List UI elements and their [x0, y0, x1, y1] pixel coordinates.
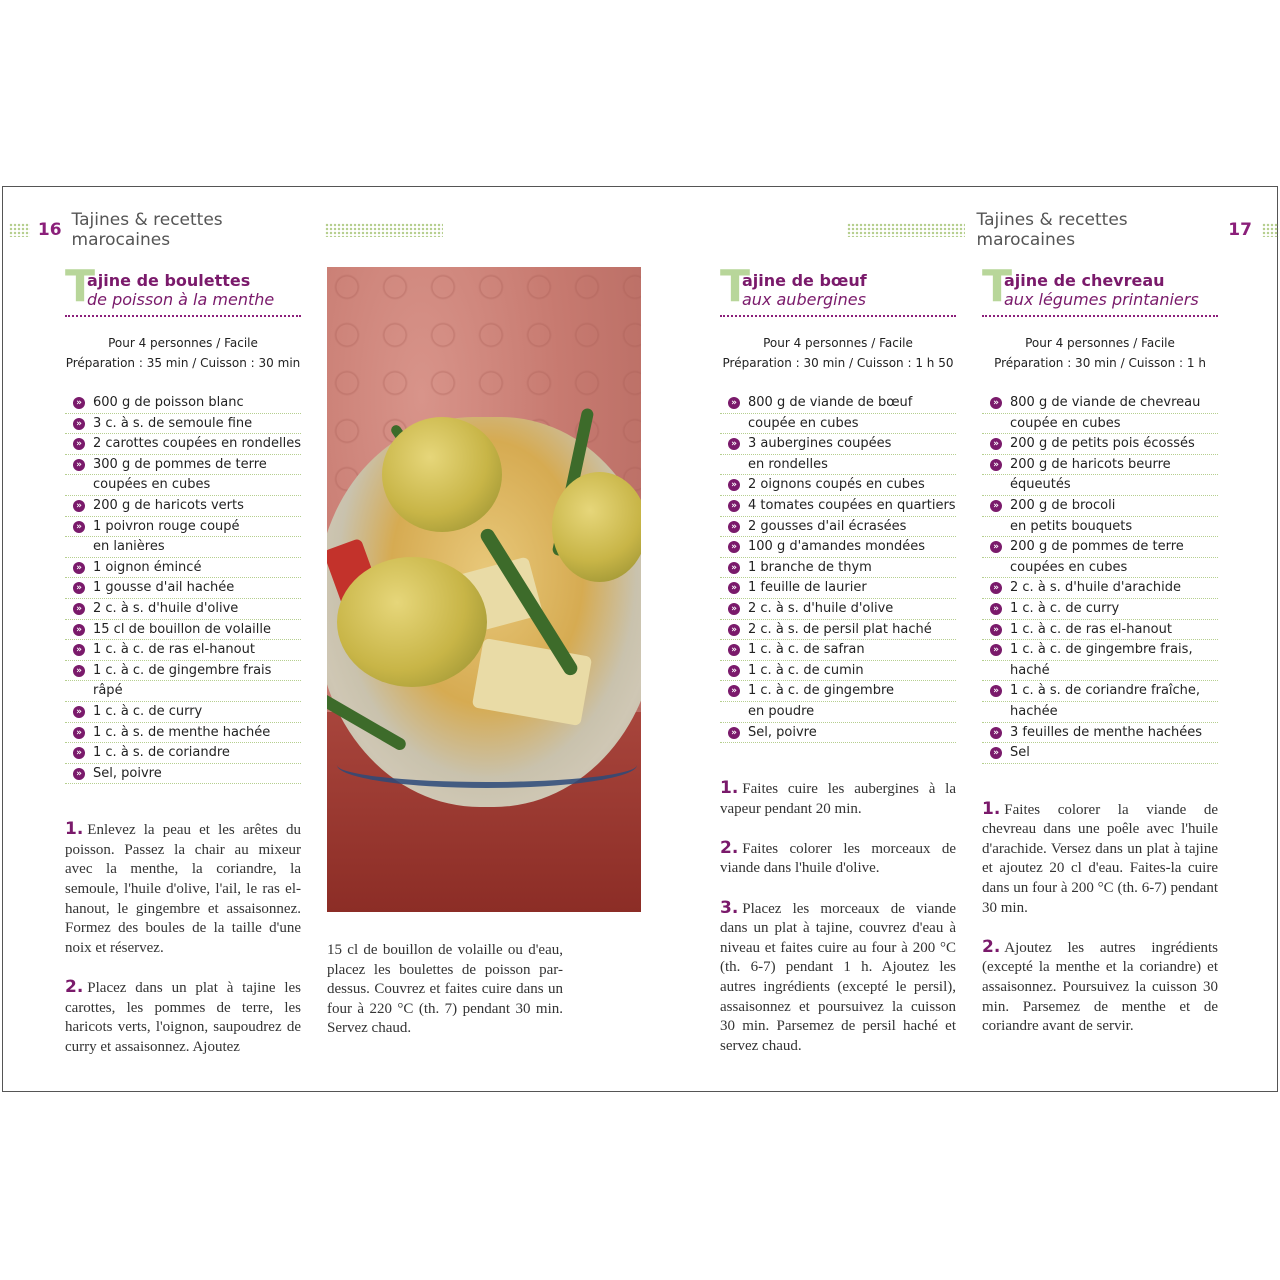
- ingredient-item: [982, 702, 1218, 723]
- servings: Pour 4 personnes / Facile: [763, 336, 913, 350]
- ingredient-item: [65, 599, 301, 620]
- ingredient-text: 1 branche de thym: [748, 559, 872, 575]
- chevron-right-icon: »: [990, 397, 1002, 409]
- recipe-steps: [982, 800, 1218, 1037]
- step-number: 1.: [982, 798, 1001, 819]
- step: [65, 820, 301, 958]
- ingredient-text: hachée: [1010, 703, 1058, 719]
- ingredient-text: 1 poivron rouge coupé: [93, 518, 240, 534]
- chevron-right-icon: »: [990, 459, 1002, 471]
- chevron-right-icon: »: [728, 541, 740, 553]
- recipe-title: [982, 261, 1218, 317]
- title-line1: ajine de bœuf: [742, 271, 867, 290]
- chevron-right-icon: »: [73, 438, 85, 450]
- chevron-right-icon: »: [728, 521, 740, 533]
- times: Préparation : 30 min / Cuisson : 1 h 50: [722, 356, 954, 370]
- ingredient-text: 2 oignons coupés en cubes: [748, 477, 925, 493]
- ingredient-text: 1 c. à c. de curry: [93, 703, 203, 719]
- ingredient-item: [720, 599, 956, 620]
- ingredient-text: 15 cl de bouillon de volaille: [93, 621, 271, 637]
- ingredient-item: [982, 496, 1218, 517]
- ingredient-text: 1 c. à c. de curry: [1010, 600, 1120, 616]
- ingredient-list: [65, 393, 301, 784]
- ingredient-text: 1 c. à c. de cumin: [748, 662, 864, 678]
- chevron-right-icon: »: [73, 665, 85, 677]
- chevron-right-icon: »: [728, 562, 740, 574]
- ingredient-item: [982, 578, 1218, 599]
- ingredient-item: [65, 517, 301, 538]
- right-page: [641, 187, 1279, 1091]
- page-number: 17: [1228, 220, 1252, 240]
- ingredient-item: [65, 702, 301, 723]
- chevron-right-icon: »: [73, 727, 85, 739]
- ingredient-item: [982, 599, 1218, 620]
- servings: Pour 4 personnes / Facile: [108, 336, 258, 350]
- step: [720, 779, 956, 819]
- ingredient-text: haché: [1010, 662, 1050, 678]
- ingredient-item: [65, 620, 301, 641]
- ingredient-text: 1 gousse d'ail hachée: [93, 580, 235, 596]
- ingredient-item: [982, 455, 1218, 476]
- page-header: [847, 210, 1279, 250]
- header-dots: [847, 223, 965, 237]
- ingredient-text: 1 feuille de laurier: [748, 580, 867, 596]
- ingredient-item: [65, 475, 301, 496]
- ingredient-text: en lanières: [93, 539, 165, 555]
- ingredient-text: 1 c. à s. de coriandre: [93, 745, 230, 761]
- header-dots: [1262, 223, 1279, 237]
- ingredient-item: [982, 743, 1218, 764]
- ingredient-text: 100 g d'amandes mondées: [748, 539, 926, 555]
- ingredient-item: [982, 475, 1218, 496]
- step-number: 1.: [720, 778, 739, 799]
- recipe-column: [65, 261, 301, 1077]
- ingredient-item: [65, 414, 301, 435]
- chevron-right-icon: »: [728, 665, 740, 677]
- step-text: Faites cuire les aubergines à la vapeur pendant 20 min.: [720, 781, 956, 817]
- ingredient-item: [65, 743, 301, 764]
- chevron-right-icon: »: [728, 603, 740, 615]
- step-text: Enlevez la peau et les arêtes du poisson. Passez la chair au mixeur avec la menthe, la coriandre, la semoule, l'huile d'olive, l'ail, le ras el-hanout, le gingembre et assaisonnez. Formez des boules de la taille d'une noix et réservez.: [65, 822, 301, 956]
- ingredient-item: [65, 681, 301, 702]
- recipe-column-a: [720, 261, 956, 1076]
- step-number: 3.: [720, 897, 739, 918]
- recipe-steps: [65, 820, 301, 1057]
- ingredient-list: [982, 393, 1218, 764]
- step-text: Ajoutez les autres ingrédients (excepté la menthe et la coriandre) et assaisonnez. Poursuivez la cuisson 30 min. Parsemez de menthe et de coriandre avant de servir.: [982, 939, 1218, 1035]
- ingredient-text: 1 c. à c. de gingembre: [748, 683, 895, 699]
- step-number: 2.: [720, 837, 739, 858]
- title-line2: aux aubergines: [742, 290, 866, 309]
- chevron-right-icon: »: [73, 500, 85, 512]
- header-dots: [9, 223, 30, 237]
- ingredient-text: 1 c. à c. de gingembre frais,: [1010, 642, 1193, 658]
- ingredient-text: coupée en cubes: [748, 415, 859, 431]
- chevron-right-icon: »: [73, 706, 85, 718]
- ingredient-text: 2 c. à s. d'huile d'arachide: [1010, 580, 1181, 596]
- ingredient-item: [65, 764, 301, 785]
- ingredient-item: [720, 455, 956, 476]
- ingredient-text: 800 g de viande de chevreau: [1010, 395, 1201, 410]
- step-text: Placez les morceaux de viande dans un plat à tajine, couvrez d'eau à niveau et faites cuire au four à 200 °C (th. 6-7) pendant 1 h. Ajoutez les autres ingrédients (excepté le persil), assaisonnez et poursuivez la cuisson 30 min. Parsemez de persil haché et servez chaud.: [720, 900, 956, 1054]
- ingredient-text: en poudre: [748, 703, 815, 719]
- chevron-right-icon: »: [728, 624, 740, 636]
- times: Préparation : 35 min / Cuisson : 30 min: [65, 356, 301, 370]
- ingredient-item: [65, 723, 301, 744]
- ingredient-text: Sel, poivre: [748, 724, 817, 740]
- ingredient-text: 2 c. à s. d'huile d'olive: [93, 600, 239, 616]
- step-text: Faites colorer la viande de chevreau dans une poêle avec l'huile d'arachide. Versez dans un plat à tajine et ajoutez 20 cl d'eau. Faites-la cuire dans un four à 200 °C (th. 6-7) pendant 30 min.: [982, 801, 1218, 916]
- ingredient-item: [982, 537, 1218, 558]
- chevron-right-icon: »: [728, 685, 740, 697]
- ingredient-item: [65, 434, 301, 455]
- chevron-right-icon: »: [990, 500, 1002, 512]
- chevron-right-icon: »: [990, 685, 1002, 697]
- ingredient-text: 200 g de haricots beurre: [1010, 456, 1171, 472]
- ingredient-item: [65, 558, 301, 579]
- title-initial: T: [65, 261, 96, 312]
- ingredient-list: [720, 393, 956, 743]
- chevron-right-icon: »: [728, 479, 740, 491]
- ingredient-item: [720, 537, 956, 558]
- ingredient-item: [720, 475, 956, 496]
- ingredient-text: 3 c. à s. de semoule fine: [93, 415, 253, 431]
- ingredient-text: 200 g de petits pois écossés: [1010, 436, 1195, 452]
- step: [65, 978, 301, 1057]
- recipe-meta: [982, 333, 1218, 373]
- ingredient-text: 1 c. à c. de safran: [748, 642, 865, 658]
- recipe-meta: [720, 333, 956, 373]
- title-initial: T: [720, 261, 751, 312]
- page-header: [3, 210, 443, 250]
- header-title: Tajines & recettes marocaines: [71, 210, 223, 250]
- ingredient-item: [65, 455, 301, 476]
- chevron-right-icon: »: [990, 438, 1002, 450]
- ingredient-text: 200 g de haricots verts: [93, 497, 244, 513]
- step: [720, 839, 956, 879]
- chevron-right-icon: »: [73, 624, 85, 636]
- ingredient-item: [720, 414, 956, 435]
- ingredient-text: 300 g de pommes de terre: [93, 456, 267, 472]
- ingredient-text: coupée en cubes: [1010, 415, 1121, 431]
- chevron-right-icon: »: [990, 541, 1002, 553]
- chevron-right-icon: »: [73, 644, 85, 656]
- chevron-right-icon: »: [728, 500, 740, 512]
- ingredient-item: [982, 620, 1218, 641]
- times: Préparation : 30 min / Cuisson : 1 h: [994, 356, 1206, 370]
- ingredient-item: [720, 558, 956, 579]
- step-number: 2.: [65, 977, 84, 998]
- ingredient-text: râpé: [93, 683, 123, 699]
- servings: Pour 4 personnes / Facile: [1025, 336, 1175, 350]
- ingredient-text: 4 tomates coupées en quartiers: [748, 497, 956, 513]
- ingredient-item: [982, 517, 1218, 538]
- chevron-right-icon: »: [990, 747, 1002, 759]
- ingredient-item: [720, 496, 956, 517]
- book-spread: [2, 186, 1278, 1092]
- ingredient-item: [982, 723, 1218, 744]
- step-number: 1.: [65, 819, 84, 840]
- step-text: Faites colorer les morceaux de viande dans l'huile d'olive.: [720, 840, 956, 877]
- title-line1: ajine de chevreau: [1004, 271, 1165, 290]
- ingredient-text: 200 g de brocoli: [1010, 497, 1116, 513]
- step-text: Placez dans un plat à tajine les carottes, les pommes de terre, les haricots verts, l'oignon, saupoudrez de curry et assaisonnez. Ajoutez: [65, 980, 301, 1055]
- ingredient-text: 2 gousses d'ail écrasées: [748, 518, 907, 534]
- ingredient-text: 1 c. à c. de gingembre frais: [93, 662, 272, 678]
- ingredient-item: [982, 414, 1218, 435]
- tajine-photo: [327, 267, 641, 912]
- page-number: 16: [37, 220, 62, 240]
- ingredient-item: [982, 558, 1218, 579]
- ingredient-item: [720, 661, 956, 682]
- ingredient-text: coupées en cubes: [93, 477, 211, 493]
- chevron-right-icon: »: [990, 644, 1002, 656]
- chevron-right-icon: »: [73, 747, 85, 759]
- chevron-right-icon: »: [728, 727, 740, 739]
- ingredient-text: Sel: [1010, 745, 1030, 761]
- chevron-right-icon: »: [73, 603, 85, 615]
- ingredient-item: [720, 640, 956, 661]
- ingredient-text: 200 g de pommes de terre: [1010, 539, 1184, 555]
- chevron-right-icon: »: [728, 644, 740, 656]
- recipe-title: [65, 261, 301, 317]
- ingredient-text: en petits bouquets: [1010, 518, 1133, 534]
- recipe-title: [720, 261, 956, 317]
- recipe-meta: [65, 333, 301, 373]
- chevron-right-icon: »: [73, 397, 85, 409]
- ingredient-item: [720, 702, 956, 723]
- left-page: [3, 187, 641, 1091]
- ingredient-item: [65, 640, 301, 661]
- ingredient-item: [720, 393, 956, 414]
- chevron-right-icon: »: [990, 727, 1002, 739]
- chevron-right-icon: »: [728, 397, 740, 409]
- ingredient-item: [65, 496, 301, 517]
- chevron-right-icon: »: [73, 768, 85, 780]
- chevron-right-icon: »: [990, 624, 1002, 636]
- chevron-right-icon: »: [73, 582, 85, 594]
- ingredient-item: [982, 434, 1218, 455]
- continuation-text: 15 cl de bouillon de volaille ou d'eau, placez les boulettes de poisson par-dessus. Couvrez et faites cuire dans un four à 220 °C (th. 7) pendant 30 min. Servez chaud.: [327, 942, 563, 1037]
- ingredient-item: [65, 661, 301, 682]
- chevron-right-icon: »: [990, 582, 1002, 594]
- ingredient-item: [720, 517, 956, 538]
- chevron-right-icon: »: [73, 418, 85, 430]
- ingredient-item: [982, 681, 1218, 702]
- ingredient-text: 2 c. à s. de persil plat haché: [748, 621, 932, 637]
- ingredient-item: [720, 578, 956, 599]
- chevron-right-icon: »: [73, 562, 85, 574]
- ingredient-item: [65, 393, 301, 414]
- ingredient-text: 600 g de poisson blanc: [93, 395, 244, 410]
- ingredient-text: 3 aubergines coupées: [748, 436, 892, 452]
- ingredient-item: [720, 434, 956, 455]
- step: [982, 938, 1218, 1037]
- ingredient-text: Sel, poivre: [93, 765, 162, 781]
- ingredient-item: [720, 681, 956, 702]
- ingredient-text: 1 c. à c. de ras el-hanout: [93, 642, 255, 658]
- ingredient-text: en rondelles: [748, 456, 828, 472]
- ingredient-item: [982, 661, 1218, 682]
- ingredient-text: 2 c. à s. d'huile d'olive: [748, 600, 894, 616]
- chevron-right-icon: »: [73, 521, 85, 533]
- step-number: 2.: [982, 936, 1001, 957]
- ingredient-text: 1 c. à s. de menthe hachée: [93, 724, 271, 740]
- ingredient-item: [982, 393, 1218, 414]
- ingredient-text: 2 carottes coupées en rondelles: [93, 436, 301, 452]
- chevron-right-icon: »: [728, 438, 740, 450]
- ingredient-item: [982, 640, 1218, 661]
- ingredient-text: 3 feuilles de menthe hachées: [1010, 724, 1203, 740]
- ingredient-text: 1 c. à s. de coriandre fraîche,: [1010, 683, 1201, 699]
- title-line2: de poisson à la menthe: [87, 290, 275, 309]
- chevron-right-icon: »: [728, 582, 740, 594]
- header-dots: [325, 223, 443, 237]
- chevron-right-icon: »: [73, 459, 85, 471]
- chevron-right-icon: »: [990, 603, 1002, 615]
- title-initial: T: [982, 261, 1013, 312]
- ingredient-item: [65, 537, 301, 558]
- step: [720, 899, 956, 1057]
- recipe-steps: [720, 779, 956, 1056]
- recipe-column-b: [982, 261, 1218, 1056]
- ingredient-text: coupées en cubes: [1010, 559, 1128, 575]
- title-line1: ajine de boulettes: [87, 271, 251, 290]
- ingredient-item: [65, 578, 301, 599]
- ingredient-text: équeutés: [1010, 477, 1071, 493]
- ingredient-text: 1 oignon émincé: [93, 559, 202, 575]
- ingredient-item: [720, 723, 956, 744]
- header-title: Tajines & recettes marocaines: [976, 210, 1128, 250]
- ingredient-item: [720, 620, 956, 641]
- step: [982, 800, 1218, 919]
- ingredient-text: 1 c. à c. de ras el-hanout: [1010, 621, 1172, 637]
- ingredient-text: 800 g de viande de bœuf: [748, 395, 913, 410]
- title-line2: aux légumes printaniers: [1004, 290, 1199, 309]
